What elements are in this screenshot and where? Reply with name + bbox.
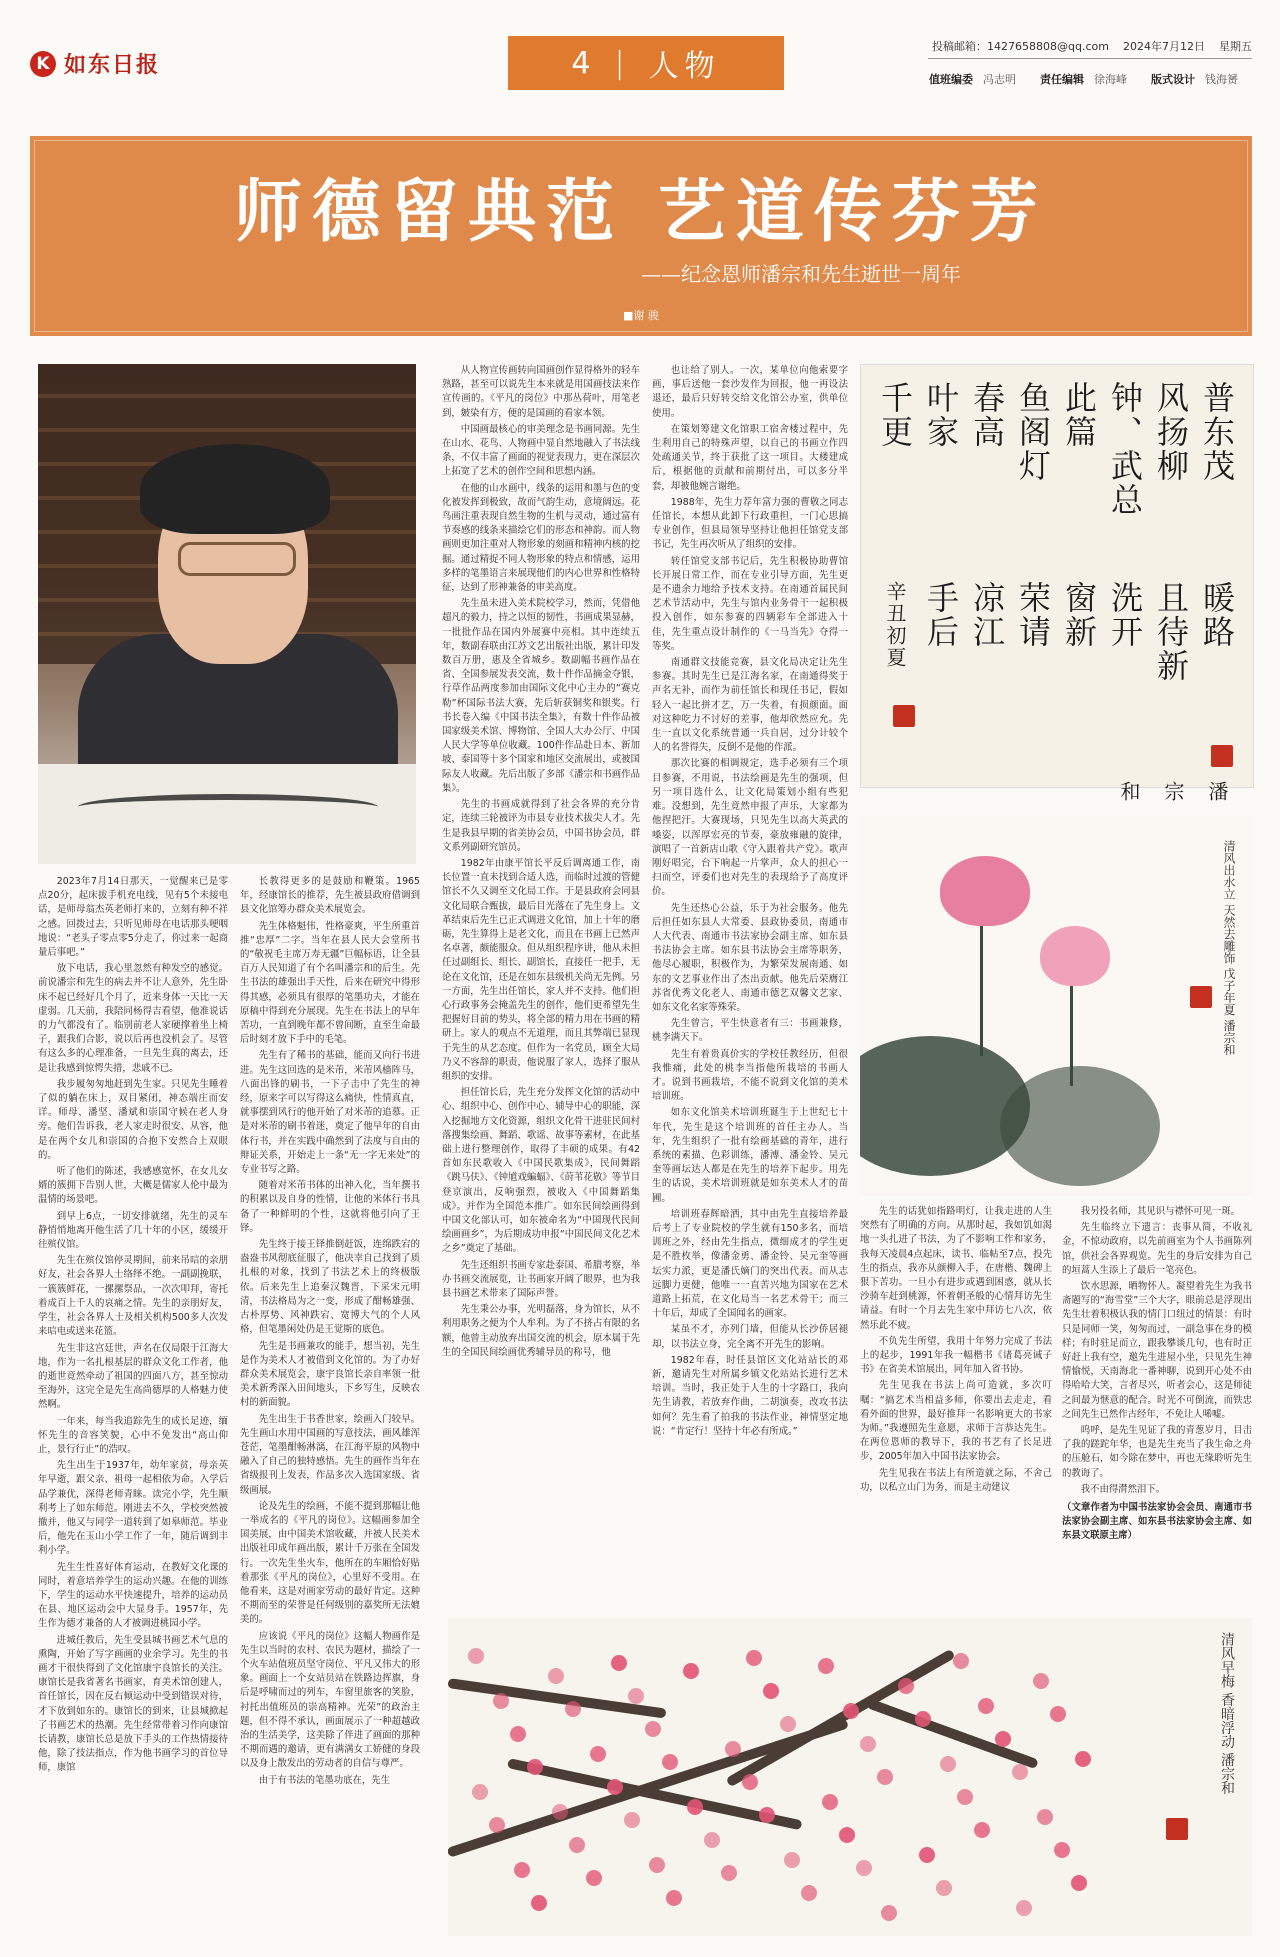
- headline-banner: [30, 136, 1252, 336]
- plum-blossom-icon: [721, 1865, 737, 1881]
- issue-meta: [932, 38, 1252, 54]
- article-paragraph: 进城任教后，先生受县城书画艺术气息的熏陶，开始了写字画画的业余学习。先生的书画才干很快得到了文化馆康宇良馆长的关注。康馆长是我省著名书画家，育美术馆创建人，首任馆长，因在反右倾运动中受到错误对待，才下放到如东的。康馆长的到来，让县城掀起了书画艺术的热潮。先生经常带着习作向康馆长请教，康馆长总是放下手头的工作热情接待他，除了技法指点，作为他书画学习的首位导师，康馆: [38, 1634, 228, 1774]
- article-paragraph: 1988年，先生力荐年富力强的曹敬之同志任馆长，本想从此卸下行政重担，一门心思搞专业创作，但县局领导坚持让他担任馆党支部书记，先生再次听从了组织的安排。: [652, 496, 848, 551]
- article-paragraph: 先生曾言，平生快意者有三：书画兼修，桃李满天下。: [652, 1018, 848, 1044]
- plum-blossom-icon: [995, 1731, 1011, 1747]
- plum-blossom-icon: [552, 1804, 568, 1820]
- portrait-glasses: [178, 542, 296, 576]
- calligraphy-line: 千更: [876, 381, 914, 449]
- ink-stroke: [78, 794, 378, 820]
- artist-seal-icon: [1190, 986, 1212, 1008]
- calligraphy-line: 春高: [968, 381, 1006, 449]
- plum-blossom-icon: [645, 1721, 661, 1737]
- logo-mark-icon: K: [30, 51, 56, 77]
- issue-date: 2024年7月12日: [1123, 40, 1205, 53]
- artist-seal-icon: [1166, 1818, 1188, 1840]
- portrait-photo: [38, 364, 416, 864]
- plum-blossom-icon: [514, 1862, 530, 1878]
- plum-blossom-icon: [881, 1905, 897, 1921]
- calligraphy-line: 荣请: [1014, 581, 1052, 649]
- plum-blossom-icon: [1054, 1842, 1070, 1858]
- article-paragraph: 呜呼，是先生见证了我的青葱岁月，目击了我的蹉跎年华，也是先生充当了我生命之舟的压舱石，如今除在梦中，再也无缘聆听先生的教诲了。: [1062, 1425, 1252, 1479]
- plum-blossom-icon: [974, 1822, 990, 1838]
- article-paragraph: 先生见我在书法上有所造就之际，不舍己功，以私立山门为务，而是主动建议: [860, 1467, 1052, 1493]
- article-author: ■谢 骏: [623, 309, 659, 322]
- article-title: 师德留典范 艺道传芬芳: [234, 173, 1048, 252]
- calligraphy-line: 此篇: [1060, 381, 1098, 449]
- article-paragraph: 先生在殡仪馆停灵期间，前来吊唁的亲朋好友，社会各界人士络绎不绝。一副副挽联，一簇簇鲜花，一摞摞祭品，一次次叩拜，寄托着成百上千人的哀痛之情。先生的亲朋好友，学生，社会各界人士及相关机构500多人次发来唁电或送来花篮。: [38, 1255, 228, 1338]
- design-name: 钱海赟: [1205, 73, 1238, 86]
- article-paragraph: 转任馆党支部书记后，先生积极协助曹馆长开展日常工作，而在专业引导方面，先生更是不遗余力地给予技术支持。在南通首届民间艺术节活动中，先生与馆内业务骨干一起积极投入创作，如东参赛的四辆彩车全部进入十佳，先生重点设计制作的《一马当先》夺得一等奖。: [652, 555, 848, 652]
- masthead: [30, 22, 1252, 92]
- lotus-painting: [860, 816, 1252, 1196]
- plum-blossom-icon: [624, 1812, 640, 1828]
- plum-blossom-icon: [919, 1847, 935, 1863]
- article-paragraph: 先生的书画成就得到了社会各界的充分肯定，连续三轮被评为市县专业技术拔尖人才。先生是我县早期的省美协会员，中国书协会员，群文系列副研究馆员。: [442, 799, 640, 853]
- calligraphy-line: 潘宗和: [1117, 781, 1229, 803]
- plum-blossom-icon: [860, 1736, 876, 1752]
- calligraphy-line: 辛丑初夏: [883, 581, 907, 669]
- calligraphy-line: 窗新: [1060, 581, 1098, 649]
- calligraphy-line: 鱼阁灯: [1014, 381, 1052, 483]
- plum-blossom-icon: [801, 1885, 817, 1901]
- article-paragraph: 先生有着贵真价实的学校任教经历，但很我惟痛，此处的桃李当指他所栽培的书画人才。说到书画栽培，不能不说到文化馆的美术培训班。: [652, 1048, 848, 1103]
- article-paragraph: 先生出生于书香世家，绘画入门较早。先生画山水用中国画的写意技法，画风雄浑苍茫，笔墨酣畅淋漓，在江海平原的风物中融入了自己的独特感悟。先生的画作当年在省级报刊上发表，作品多次入选国家级、省级画展。: [240, 1413, 420, 1496]
- plum-blossom-icon: [666, 1890, 682, 1906]
- article-paragraph: 我不由得潸然泪下。: [1080, 1483, 1166, 1495]
- plum-blossom-icon: [818, 1658, 834, 1674]
- calligraphy-line: 且待新: [1152, 581, 1190, 683]
- plum-blossom-icon: [586, 1870, 602, 1886]
- article-paragraph: 2023年7月14日那天，一觉醒来已是零点20分，起床拔手机充电线，见有5个未接电话，是师母翁杰英老师打来的，立刻有种不祥之感。回拨过去，只听见师母在电话那头哽咽地说：“老头子零点零5分走了，你过来一起商量后事吧。”: [38, 876, 228, 959]
- calligraphy-line: 钟、武总: [1106, 381, 1144, 517]
- article-subtitle: ——纪念恩师潘宗和先生逝世一周年: [641, 262, 961, 286]
- article-column-6: [1062, 1205, 1252, 1610]
- design-label: 版式设计: [1151, 73, 1195, 86]
- plum-blossom-icon: [687, 1799, 703, 1815]
- lotus-stem: [1070, 976, 1073, 1086]
- article-paragraph: 先生虽未进入美术院校学习，然而，凭借他超凡的毅力，持之以恒的韧性，书画成果显赫，一批批作品在国内外展赛中亮相。其中连续五年，数副春联由江苏文艺出版社出版，累计印发数百万册，惠及全省城乡。数副幅书画作品在省、全国参展发表交流，数十件作品摘金夺银，行草作品两度参加由国际文化中心主办的“赛克勒”杯国际书法大赛，先后斩获铜奖和银奖。行书长卷入编《中国书法全集》，有数十件作品被国家级美术馆、博物馆、全国人大办公厅、中国人民大学等单位收藏。100件作品赴日本、新加坡、泰国等十多个国家和地区交流展出，或被国际友人收藏。先后出版了多部《潘宗和书画作品集》。: [442, 598, 640, 794]
- author-bio: （文章作者为中国书法家协会会员、南通市书法家协会副主席、如东县书法家协会主席、如东县文联原主席）: [1062, 1502, 1252, 1542]
- plum-blossom-icon: [1071, 1875, 1087, 1891]
- article-column-4: [652, 364, 848, 1610]
- editor-label: 值班编委: [929, 73, 973, 86]
- article-paragraph: 1982年春，时任县馆区文化站站长的邓新，邀请先生对所属乡镇文化站站长进行艺术培训。当时，我正处于人生的十字路口，我向先生请教，若放弃作曲，二胡演奏，改攻书法如何？先生看了拍我的书法作业，神情坚定地说：“肯定行！坚持十年必有所成。”: [652, 1354, 848, 1437]
- article-paragraph: 放下电话，我心里忽然有种发空的感觉。前说潘宗和先生的病去并不让人意外，先生卧床不起已经好几个月了，近来身体一天比一天虚弱。几天前，我陪同杨得吉看望，他准说话的力气都没有了。临别前老人家硬撑着坐上椅子，跟我们合影，说以后再也没机会了。尽管有这么多的心理准备，一旦先生真的离去，还是让我感到惊愕失措，悲戚不已。: [38, 963, 228, 1074]
- plum-blossom-icon: [493, 1693, 509, 1709]
- plum-blossom-icon: [1012, 1764, 1028, 1780]
- calligraphy-line: 风扬柳: [1152, 381, 1190, 483]
- artist-seal-icon: [1211, 745, 1233, 767]
- plum-blossom-icon: [839, 1827, 855, 1843]
- page-section-tab: [508, 36, 784, 90]
- plum-blossom-icon: [725, 1741, 741, 1757]
- issue-weekday: 星期五: [1219, 40, 1252, 53]
- plum-blossom-icon: [742, 1774, 758, 1790]
- calligraphy-artwork: [860, 364, 1254, 803]
- plum-blossom-icon: [746, 1650, 762, 1666]
- plum-blossom-icon: [548, 1668, 564, 1684]
- plum-blossom-icon: [1016, 1900, 1032, 1916]
- plum-blossom-icon: [877, 1769, 893, 1785]
- article-paragraph: 从人物宣传画转向国画创作显得格外的轻车熟路，甚至可以说先生本来就是用国画技法来作宣传画的。《平凡的岗位》中那丛荷叶，用笔老到，皴染有方，便的是国画的看家本领。: [442, 365, 640, 419]
- article-paragraph: 先生生性喜好体育运动，在教好文化课的同时，着意培养学生的运动兴趣。在他的训练下，学生的运动水平快速提升，培养的运动员在县、地区运动会中大显身手。1957年，先生作为德才兼备的人才被调进桃园小学。: [38, 1561, 228, 1630]
- article-paragraph: 那次比赛的相调规定，选手必须有三个项目参赛，不用说，书法绘画是先生的强项，但另一项目选什么，让文化局策划小组有些犯难。没想到，先生竟然申报了声乐，大家都为他捏把汗。大赛现场，只见先生以高大英武的嗓姿，以浑厚宏亮的节奏，豪放雍融的旋律，演唱了一首新店山歌《守入跟着共产党》。歌声刚好唱完，台下响起一片掌声，众人的担心一扫而空，评委们也对先生的表现给予了高度评价。: [652, 758, 848, 898]
- plum-blossom-icon: [957, 1789, 973, 1805]
- calligraphy-line: 普东茂: [1198, 381, 1236, 483]
- calligraphy-line: 手后: [922, 581, 960, 649]
- plum-blossom-icon: [662, 1754, 678, 1770]
- article-paragraph: 培训班春辉暗洒，其中由先生直接培养最后考上了专业院校的学生就有150多名，而培训班之外，经由先生指点，微细成才的学生更是不胜枚举，像潘金勇、潘金铃、吴元奎等画坛实力派，更是潘氏嫡门的突出代表。而从志远脚力更健，他唯一一直苦兴地为国家在艺术道路上拓荒，在文化局当一名艺术骨干；而三十年后，却成了全国闻名的画家。: [652, 1208, 848, 1320]
- article-column-5: [860, 1205, 1052, 1610]
- page-section-name: 人物: [648, 49, 721, 84]
- article-paragraph: 先生非这宫廷世，声名在仅局限于江海大地，作为一名扎根基层的群众文化工作者，他的逝世竟然牵动了祖国的四面八方，甚至惊动至海外，这完全是先生高尚德厚的人格魅力使然啊。: [38, 1342, 228, 1411]
- plum-blossom-icon: [565, 1701, 581, 1717]
- plum-blossom-icon: [611, 1655, 627, 1671]
- plum-blossom-painting: [448, 1618, 1252, 1936]
- plum-blossom-icon: [843, 1703, 859, 1719]
- plum-blossom-icon: [759, 1807, 775, 1823]
- chief-label: 责任编辑: [1040, 73, 1084, 86]
- article-paragraph: 饮水思源，晒物怀人。凝望着先生为我书斋题写的“海雪堂”三个大字，眼前总是浮现出先生壮着积极认我的情门口纽过的情景：有时只是同师一笑，匆匆而过，一副急事在身的模样；有时驻足而立，跟我攀谈几句，也有时正好赶上我有空，邀先生进屋小坐，只见先生神情愉悦，天南海北一番神聊，说到开心处不由得哈哈大笑，言者尽兴，听者会心，这是师徒之间最为惬意的配合。时光不可倒流，而铁忠之间先生已然作古经年，不免让人唏嘘。: [1062, 1281, 1252, 1420]
- plum-blossom-icon: [510, 1726, 526, 1742]
- article-paragraph: 南通群文技能竞赛，县文化局决定让先生参赛。其时先生已是江海名家，在南通得奖于声名无补，而作为前任馆长和现任书记，假如轻入一起比拼才艺，万一失着，有损颜面。面对这种吃力不讨好的差事，他却欣然应允。先生一直以文化系统普通一兵自居，过分计较个人的名誉得失，反倒不是他的作派。: [652, 657, 848, 754]
- editor-name: 冯志明: [983, 73, 1016, 86]
- article-paragraph: 先生还组织书画专家赴泰国、希腊考察，举办书画交流展览，让书画家开阔了眼界，也为我县书画艺术带来了国际声誉。: [442, 1259, 640, 1299]
- article-paragraph: 担任馆长后，先生充分发挥文化馆的活动中心、组织中心、创作中心、辅导中心的职能，深入挖掘地方文化资源，组织文化骨干进驻民间村落搜集绘画、舞蹈、歌谣、故事等素材，在此基础上进行整理创作，取得了丰硕的成果。有42首如东民歌收入《中国民歌集成》，民间舞蹈《跳马伕》、《钟馗戏蝙蝠》、《莳苇花敬》等节目登京演出，反响强烈，被收入《中国舞蹈集成》。并作为全国范本推广。如东民间绘画得到中国文化部认可，如东被命名为“中国现代民间绘画画乡”，为后期成功申报“中国民间文化艺术之乡”奠定了基础。: [442, 1087, 640, 1255]
- plum-blossom-icon: [940, 1756, 956, 1772]
- lotus-inscription: 清风出水立 天然去雕饰 戊子年夏 潘宗和: [1222, 840, 1236, 1056]
- plum-blossom-icon: [489, 1817, 505, 1833]
- article-paragraph: 长教得更多的是鼓励和鞭策。1965年，经康馆长的推荐，先生被县政府借调到县文化馆筹办群众美术展览会。: [240, 876, 420, 916]
- article-paragraph: 先生秉公办事，光明磊落，身为馆长，从不利用职务之便为个人牟利。为了不挤占有限的名额，他曾主动放弃出国交流的机会，原本属于先生的全国民间绘画优秀辅导员的称号，他: [442, 1304, 640, 1358]
- article-paragraph: 先生还热心公益，乐于为社会服务。他先后担任如东县人大常委、县政协委员，南通市人大代表、南通市书法家协会副主席、如东县书法协会主席。如东县书法协会主席等职务，他尽心履职，积极作为，为繁荣发展南通、如东的文艺事业作出了杰出贡献。他先后荣膺江苏省优秀文化老人、南通市德艺双馨文艺家、如东文化名家等殊荣。: [652, 902, 848, 1013]
- newspaper-logo: [30, 48, 160, 79]
- article-paragraph: 到早上6点，一切安排就绪，先生的灵车静悄悄地离开他生活了几十年的小区，缓缓开往殡仪馆。: [38, 1210, 228, 1251]
- blossom-inscription: 清风早梅 香暗浮动 潘宗和: [1219, 1632, 1235, 1795]
- plum-blossom-icon: [915, 1711, 931, 1727]
- article-paragraph: 如东文化馆美术培训班诞生于上世纪七十年代，先生是这个培训班的首任主办人。当年，先生组织了一批有绘画基础的青年，进行系统的素描、色彩训练，潘溥、潘金铃、吴元奎等画坛达人都是在先生的培养下起步。用先生的话说，美术培训班就是如东美术人才的苗圃。: [652, 1107, 848, 1204]
- plum-blossom-icon: [936, 1880, 952, 1896]
- plum-blossom-icon: [1037, 1809, 1053, 1825]
- lotus-flower-icon: [940, 856, 1030, 926]
- article-paragraph: 先生见我在书法上尚可造就，多次叮嘱：“搞艺术当相益多师，你要出去走走，看看外面的世界，最好推拜一名影响更大的书家为师。”我遵照先生意愿，求师于言恭达先生。在两位恩师的教导下，我的书艺有了长足进步，2005年加入中国书法家协会。: [860, 1380, 1052, 1463]
- calligraphy-line: 洗开: [1106, 581, 1144, 649]
- article-paragraph: 论及先生的绘画，不能不提到那幅让他一举成名的《平凡的岗位》。这幅画参加全国美展，由中国美术馆收藏，并被人民美术出版社印成年画出版，累计千万张在全国发行。一次先生坐火车，他所在的车厢恰好贴着那张《平凡的岗位》，心里好不受用。在他看来，这是对画家劳动的最好肯定。这种不期而至的荣誉是任何级别的嘉奖所无法媲美的。: [240, 1500, 420, 1626]
- plum-blossom-icon: [953, 1653, 969, 1669]
- article-paragraph: 在策划筹建文化馆职工宿舍楼过程中，先生利用自己的特殊声望，以自己的书画立作四处疏通关节，终于获批了这一项目。大楼建成后，根据他的贡献和前期付出，可以多分半套，却被他婉言谢绝。: [652, 423, 848, 492]
- article-paragraph: 应该说《平凡的岗位》这幅人物画作是先生以当时的农村、农民为题材，描绘了一个火车站值班员坚守岗位、平凡又伟大的形象。画面上一个女站员站在铁路边挥旗，身后是呼啸而过的列车，车窗里旅客的笑脸，衬托出值班员的崇高精神。光荣”的政治主题，但不得不承认，画面展示了一种超越政治的生活美学，这美除了伴进了画面的那种不期而遇的邀请，更有满满女工娇健的身段以及身上散发出的劳动者的自信与尊严。: [240, 1630, 420, 1770]
- article-paragraph: 也让给了别人。一次，某单位向他索要字画，事后送他一套沙发作为回报，他一再设法退还，最后只好转交给文化馆公办室，供单位使用。: [652, 365, 848, 419]
- article-paragraph: 先生有了稀书的基础，能而又向行书进进。先生这回选的是米芾，米芾风樯阵马，八面出锋的刷书，一下子击中了先生的神经，原来字可以写得这么痛快，性情真直，就事摆到风行的他开始了对米芾的追慕。正是对米芾的刷书着迷，奠定了他早年的自由体行书，并在实践中确然到了法度与自由的辩证关系，开始走上一条“无一字无来处”的专业书写之路。: [240, 1050, 420, 1176]
- chief-name: 徐海峰: [1094, 73, 1127, 86]
- plum-blossom-icon: [763, 1683, 779, 1699]
- plum-blossom-icon: [531, 1895, 547, 1911]
- article-paragraph: 我步履匆匆地赶到先生家。只见先生睡着了似的躺在床上，双目紧闭，神态端庄而安详。师母、潘坚、潘斌和崇国守候在老人身旁。他们告诉我，老人家走时很安、从容，他是在两个女儿和崇国的合抱下安然合上双眼的。: [38, 1078, 228, 1161]
- plum-blossom-icon: [649, 1857, 665, 1873]
- editor-credits: [929, 71, 1252, 87]
- plum-blossom-icon: [1050, 1706, 1066, 1722]
- article-paragraph: 先生是书画兼攻的能手，想当初，先生是作为美术人才被借到文化馆的。为了办好群众美术展览会，康宇良馆长亲自率领一批美术新秀深入田间地头，下乡写生，反映农村的新面貌。: [240, 1340, 420, 1409]
- plum-blossom-icon: [856, 1860, 872, 1876]
- article-paragraph: 不负先生所望，我用十年努力完成了书法上的起步，1991年我一幅楷书《诸葛亮诫子书》在省美术馆展出，同年加入省书协。: [860, 1335, 1052, 1376]
- article-paragraph: 中国画最核心的审美理念是书画同源。先生在山水、花鸟、人物画中显自然地融入了书法线条，不仅丰富了画面的视觉表现力，更在深层次上拓宽了艺术的创作空间和思想内涵。: [442, 423, 640, 478]
- submission-email: 投稿邮箱：1427658808@qq.com: [932, 40, 1109, 53]
- plum-blossom-icon: [1033, 1673, 1049, 1689]
- plum-blossom-icon: [472, 1784, 488, 1800]
- newspaper-name: 如东日报: [64, 52, 161, 78]
- plum-blossom-icon: [527, 1759, 543, 1775]
- article-paragraph: 在他的山水画中，线条的运用和墨与色的变化被发挥到极致，故而气韵生动，意境阔远。花鸟画注重表现自然生物的生机与灵动，通过富有节奏感的线条来描绘它们的形态和神韵。而人物画则更加注重对人物形象的刻画和精神内核的挖掘。通过精捉不同人物形象的特点和情感，运用多样的笔墨语言来展现他们的内心世界和性格特征，达到了形神兼备的审美高度。: [442, 482, 640, 594]
- article-paragraph: 由于有书法的笔墨功底在，先生: [258, 1774, 391, 1786]
- lotus-stem: [980, 906, 983, 1056]
- portrait-cap: [140, 444, 330, 534]
- calligraphy-line: 叶家: [922, 381, 960, 449]
- plum-blossom-icon: [898, 1678, 914, 1694]
- article-paragraph: 随着对米芾书体的出神入化，当年撰书的积累以及自身的性情，让他的米体行书具备了一种鲜明的个性，这就将他引向了王铎。: [240, 1180, 420, 1234]
- plum-blossom-icon: [1075, 1751, 1091, 1767]
- plum-blossom-icon: [822, 1794, 838, 1810]
- plum-blossom-icon: [784, 1852, 800, 1868]
- plum-blossom-icon: [978, 1698, 994, 1714]
- calligraphy-line: 凉江: [968, 581, 1006, 649]
- plum-blossom-icon: [590, 1746, 606, 1762]
- article-column-2: [240, 875, 420, 1937]
- meta-divider: [928, 58, 1252, 59]
- article-paragraph: 1982年由康平馆长平反后调离通工作，南长位置一直未找到合适人选，而临时过渡的管健馆长不久又调至文化局工作。于是县政府会同县文化局联合甄拔，最后目光落在了先生身上。文革结束后先生已正式调进文化馆，加上十年的磨砺，先生算得上是老文化，而且在书画上已然声名卓著，颇能服众。但从组织程序讲，他从未担任过副组长、组长、副馆长，直接任一把手，无论在文化馆，还是在如东县级机关尚无先例。另一方面，先生出任馆长，家人并不支持。他们担心行政事务会掩盖先生的创作，他们更希望先生把握好目前的势头，将全部的精力用在书画的精研上。家人的观点不无道理，而且其弊端已显现于先生的从艺态度。但作为一名党员，顾全大局乃义不容辞的职责，他说服了家人，选择了服从组织的安排。: [442, 857, 640, 1082]
- plum-blossom-icon: [780, 1716, 796, 1732]
- plum-blossom-icon: [683, 1663, 699, 1679]
- page-number: 4: [571, 45, 597, 81]
- article-paragraph: 先生出生于1937年，幼年家贫，母亲英年早逝，跟父亲、祖母一起相依为命。入学后品学兼优，深得老师青睐。读完小学，先生顺利考上了如东师范。刚进去不久，学校突然被撤并，他又与同学一道转到了如皋师范。毕业后，他先在玉山小学工作了一年，随后调到丰利小学。: [38, 1460, 228, 1557]
- lotus-leaf-icon: [1000, 1066, 1160, 1186]
- article-paragraph: 先生终于接王铎推倒赶饭，连绵跌宕的盎盎书风彻底征服了，他决幸自己找到了质扎根的对象，找到了书法艺术上的终极版依。后来先生上追秦汉魏晋，下采宋元明清，书法格局为之一变，形成了酣畅雄强、古朴厚势、风神跌宕、宽博大气的个人风格，但笔墨闲处仍是王觉斯的底色。: [240, 1239, 420, 1336]
- plum-blossom-icon: [607, 1779, 623, 1795]
- lotus-flower-icon: [1040, 926, 1110, 986]
- plum-blossom-icon: [704, 1832, 720, 1848]
- article-paragraph: 某虽不才，亦列门墙，但能从长沙侨居褪却，以书法立身，完全离不开先生的影响。: [652, 1324, 848, 1350]
- artist-seal-icon: [893, 705, 915, 727]
- article-paragraph: 先生的话犹如指路明灯，让我走进的人生突然有了明确的方向。从那时起，我如饥如渴地一头扎进了书法，为了不影响工作和家务，我每天凌晨4点起床，读书、临帖至7点，投先生的指点，我亦从颜柳入手，在唐楷、魏碑上狠下苦功。一旦小有进步或遇到困惑，就从长沙骑车赶到桃源，怀着朝圣般的心情拜访先生请益。有时一个月去先生家中拜访七八次，依然乐此不疲。: [860, 1206, 1052, 1331]
- article-paragraph: 听了他们的陈述，我感感宽怀，在女儿女婿的簇拥下告别人世，大概是儒家人伦中最为温情的场景吧。: [38, 1166, 228, 1206]
- plum-blossom-icon: [628, 1688, 644, 1704]
- calligraphy-line: 暖路: [1198, 581, 1236, 649]
- article-column-3: [442, 364, 640, 1610]
- article-paragraph: 先生临终立下遗言：丧事从简，不收礼金，不惊动政府，以先前画室为个人书画陈列馆，供社会各界观览。先生的身后安排为自己的垣蒿人生添上了最后一笔亮色。: [1062, 1222, 1252, 1276]
- plum-blossom-icon: [468, 1648, 484, 1664]
- article-paragraph: 一年来，每当我追踪先生的成长足迹，缅怀先生的音容笑貌，心中不免发出“高山仰止，景行行止”的浩叹。: [38, 1415, 228, 1455]
- article-column-1: [38, 875, 228, 1937]
- article-paragraph: 我另投名师，其见识与襟怀可见一斑。: [1080, 1206, 1241, 1217]
- article-paragraph: 先生体格魁伟，性格豪爽，平生所重首推“忠厚”二字。当年在县人民大会堂所书的“敬祝毛主席万寿无疆”巨幅标语，让全县百万人民知道了有个名叫潘宗和的后生。先生书法的雄强出手天性，后来在研究中得形得其感，必须具有很厚的笔墨功夫，才能在原稿中得到充分展现。先生在书法上的早年苦功，一直到晚年都不曾间断，直至生命最后时刻才放下手中的毛笔。: [240, 920, 420, 1046]
- page-tab-divider: |: [614, 45, 631, 81]
- plum-blossom-icon: [569, 1837, 585, 1853]
